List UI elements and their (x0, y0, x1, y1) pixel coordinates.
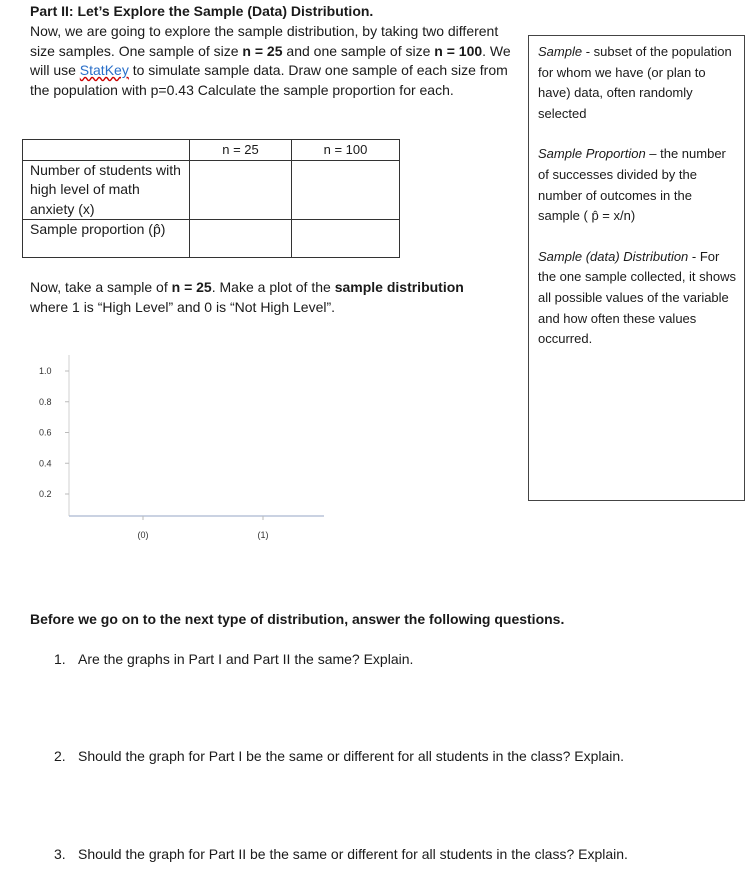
question-2 (54, 748, 624, 764)
prompt-sample-distribution: sample distribution (334, 279, 464, 295)
sample-distribution-chart[interactable] (30, 350, 330, 550)
question-number: 2. (54, 748, 66, 764)
definition-text: - subset of the population for whom we have (or plan to have) data, often randomly selected (538, 44, 732, 121)
definition-text: - For the one sample collected, it shows all possible values of the variable and how often these values occurred. (538, 248, 736, 347)
sample-size-100: n = 100 (434, 42, 483, 59)
answer-cell-x-n100[interactable] (292, 160, 400, 220)
question-number: 1. (54, 651, 66, 667)
intro-text: and one sample of size (282, 42, 435, 59)
intro-text: Now, we are going to explore the sample distribution, by taking two different size samples. One sample of size (30, 23, 499, 59)
y-tick-label: 0.2 (39, 489, 52, 499)
col-header-n25: n = 25 (190, 140, 292, 161)
question-number: 3. (54, 846, 66, 862)
question-1 (54, 651, 413, 667)
intro-text: to simulate sample data. Draw one sample of each size from the population with p=0.43 Calculate the sample proportion for each. (30, 62, 508, 98)
definition-text: – the number of successes divided by the number of outcomes in the sample ( p̂ = x/n) (538, 146, 726, 224)
answer-cell-p-n25[interactable] (190, 220, 292, 258)
sample-size-25: n = 25 (242, 42, 283, 59)
definition-sample-proportion (538, 144, 736, 226)
table-corner-cell (23, 140, 190, 161)
row-label-sample-proportion: Sample proportion (p̂) (23, 220, 190, 258)
statkey-link[interactable]: StatKey (79, 62, 129, 78)
answer-cell-p-n100[interactable] (292, 220, 400, 258)
prompt-text: . Make a plot of the (211, 279, 335, 295)
prompt-text: Now, take a sample of (30, 279, 172, 295)
sample-table (22, 139, 400, 258)
definition-sample (538, 42, 736, 124)
question-text: Are the graphs in Part I and Part II the same? Explain. (78, 651, 414, 667)
y-tick-label: 0.4 (39, 458, 52, 469)
intro-text: . We will use (30, 42, 511, 78)
term-sample-distribution: Sample (data) Distribution (538, 248, 689, 264)
y-tick-label: 1.0 (39, 366, 52, 376)
col-header-n100: n = 100 (292, 140, 400, 161)
y-tick-label: 0.6 (39, 427, 52, 438)
row-label-number-students: Number of students with high level of math anxiety (x) (23, 160, 190, 220)
term-sample: Sample (538, 44, 583, 59)
prompt-sample-size: n = 25 (171, 279, 212, 295)
answer-cell-x-n25[interactable] (190, 160, 292, 220)
plot-instructions (30, 278, 500, 317)
definition-sample-distribution (538, 247, 736, 350)
x-tick-label: (1) (257, 530, 269, 540)
y-tick-label: 0.8 (39, 396, 52, 407)
prompt-text: where 1 is “High Level” and 0 is “Not High Level”. (30, 298, 336, 315)
x-tick-label: (0) (137, 530, 149, 540)
intro-paragraph (30, 22, 515, 100)
definitions-box (528, 35, 745, 501)
term-sample-proportion: Sample Proportion (538, 146, 646, 162)
questions-heading: Before we go on to the next type of distribution, answer the following questions. (30, 611, 565, 627)
question-3 (54, 846, 628, 862)
question-text: Should the graph for Part I be the same or different for all students in the class? Explain. (78, 748, 625, 764)
section-title: Part II: Let’s Explore the Sample (Data) Distribution. (30, 3, 374, 19)
question-text: Should the graph for Part II be the same or different for all students in the class? Explain. (78, 846, 628, 862)
